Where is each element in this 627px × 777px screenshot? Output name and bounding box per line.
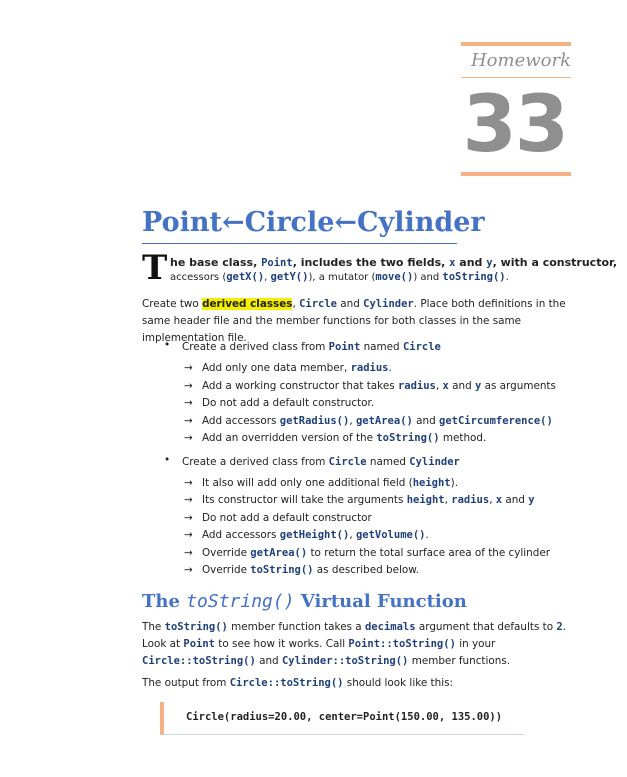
list-item: → Add accessors getRadius(), getArea() and getCircumference() — [184, 414, 553, 427]
drop-cap: T — [142, 248, 168, 288]
list-item: → Do not add a default constructor. — [184, 397, 375, 409]
badge-number: 33 — [462, 80, 567, 170]
highlighted-term: derived classes — [202, 298, 293, 310]
intro-line-2: accessors (getX(), getY()), a mutator (move()) and toString(). — [170, 271, 509, 283]
bullet-circle: • Create a derived class from Point named Circle → Add only one data member, radius. → Add a working constructor that takes radius, x and y as arguments → Do not add a default constructor. → Add accessors getRadius(), getArea() and getCircumference() → Add an overridden version of the toString() method. — [142, 339, 582, 448]
page-title: Point←Circle←Cylinder — [142, 207, 485, 238]
output-paragraph: The output from Circle::toString() should look like this: — [142, 677, 454, 689]
list-item: → Override getArea() to return the total surface area of the cylinder — [184, 546, 551, 559]
badge-mid-rule — [461, 77, 571, 78]
list-item: → Its constructor will take the arguments height, radius, x and y — [184, 494, 535, 506]
derived-classes-paragraph: Create two derived classes, Circle and Cylinder. Place both definitions in the same header file and the member functions for both classes in the same implementation file. — [142, 298, 566, 344]
list-item: → Add accessors getHeight(), getVolume(). — [184, 529, 429, 541]
intro-line-1: he base class, Point, includes the two fields, x and y, with a constructor, — [170, 256, 617, 269]
badge-top-rule — [461, 42, 571, 46]
list-item: → Override toString() as described below. — [184, 564, 420, 576]
list-item: → Do not add a default constructor — [184, 511, 372, 524]
title-underline — [142, 243, 457, 244]
requirements-list — [142, 339, 582, 586]
section-heading: The toString() Virtual Function — [142, 591, 467, 612]
list-item: → Add only one data member, radius. — [184, 362, 392, 374]
list-item: → Add an overridden version of the toString() method. — [184, 432, 487, 444]
list-item: → It also will add only one additional field (height). — [184, 476, 458, 489]
bullet-cylinder: • Create a derived class from Circle named Cylinder → It also will add only one additional field (height). → Its constructor will take the arguments height, radius, x and y → Do not add a default constructor → Add accessors getHeight(), getVolume(). → Override getArea() to return the total surface area of the cylinder → Override toString() as described below. — [142, 454, 582, 580]
tostring-paragraph: The toString() member function takes a decimals argument that defaults to 2. Look at Point to see how it works. Call Point::toString() in your Circle::toString() and Cylinder::toString() member functions. — [142, 621, 567, 667]
badge-bottom-rule — [461, 172, 571, 176]
badge-label: Homework — [470, 50, 571, 71]
code-sample: Circle(radius=20.00, center=Point(150.00, 135.00)) — [186, 711, 503, 723]
list-item: → Add a working constructor that takes radius, x and y as arguments — [184, 379, 556, 392]
code-sample-box — [160, 702, 524, 735]
